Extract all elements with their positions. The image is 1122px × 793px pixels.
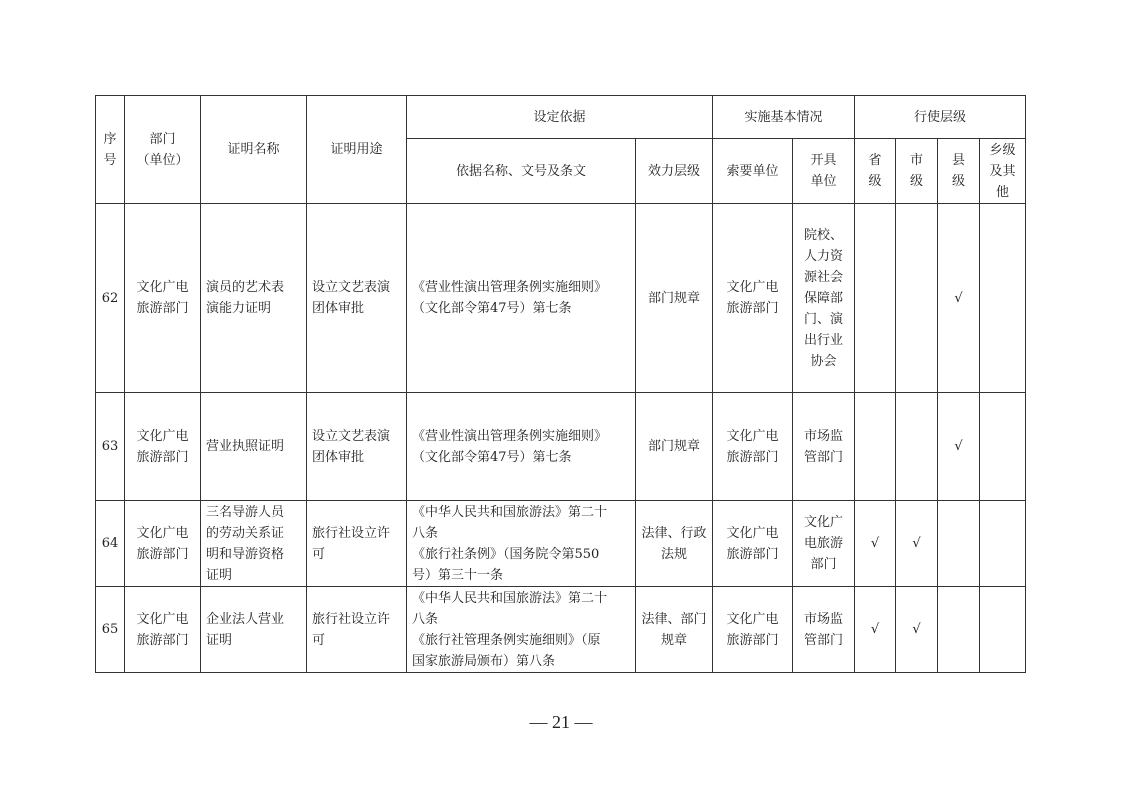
cell-city: √ (896, 501, 938, 587)
cell-dept: 文化广电 旅游部门 (125, 204, 201, 393)
header-cert-use: 证明用途 (307, 96, 407, 204)
cell-requester: 文化广电 旅游部门 (713, 204, 793, 393)
cell-dept: 文化广电 旅游部门 (125, 501, 201, 587)
header-requester: 索要单位 (713, 139, 793, 204)
header-city: 市 级 (896, 139, 938, 204)
header-town: 乡级 及其 他 (980, 139, 1026, 204)
cell-dept: 文化广电 旅游部门 (125, 587, 201, 673)
table-row (96, 587, 1026, 673)
cell-basis-name: 《中华人民共和国旅游法》第二十 八条 《旅行社管理条例实施细则》（原 国家旅游局颁布）第八条 (407, 587, 636, 673)
header-issuer: 开具 单位 (793, 139, 855, 204)
cell-city (896, 393, 938, 501)
cell-town (980, 393, 1026, 501)
cell-cert-name: 三名导游人员 的劳动关系证 明和导游资格 证明 (201, 501, 307, 587)
cell-basis-level: 法律、部门 规章 (636, 587, 713, 673)
cell-county: √ (938, 393, 980, 501)
cell-basis-level: 部门规章 (636, 204, 713, 393)
header-basis-level: 效力层级 (636, 139, 713, 204)
cell-index: 64 (96, 501, 125, 587)
cell-cert-use: 旅行社设立许 可 (307, 587, 407, 673)
header-impl-group: 实施基本情况 (713, 96, 855, 139)
cell-province: √ (855, 587, 896, 673)
cell-index: 63 (96, 393, 125, 501)
header-exercise-group: 行使层级 (855, 96, 1026, 139)
header-basis-name: 依据名称、文号及条文 (407, 139, 636, 204)
cell-basis-name: 《营业性演出管理条例实施细则》 （文化部令第47号）第七条 (407, 393, 636, 501)
cell-province (855, 204, 896, 393)
cell-issuer: 文化广 电旅游 部门 (793, 501, 855, 587)
header-province: 省 级 (855, 139, 896, 204)
header-cert-name: 证明名称 (201, 96, 307, 204)
cell-county: √ (938, 204, 980, 393)
cell-cert-name: 营业执照证明 (201, 393, 307, 501)
cell-cert-use: 设立文艺表演 团体审批 (307, 393, 407, 501)
cell-dept: 文化广电 旅游部门 (125, 393, 201, 501)
cell-basis-name: 《中华人民共和国旅游法》第二十 八条 《旅行社条例》（国务院令第550 号）第三十一条 (407, 501, 636, 587)
cell-basis-level: 法律、行政 法规 (636, 501, 713, 587)
cell-issuer: 市场监 管部门 (793, 393, 855, 501)
cell-cert-name: 企业法人营业 证明 (201, 587, 307, 673)
table-row (96, 501, 1026, 587)
cell-cert-use: 设立文艺表演 团体审批 (307, 204, 407, 393)
cell-requester: 文化广电 旅游部门 (713, 587, 793, 673)
table-row (96, 393, 1026, 501)
table-row (96, 204, 1026, 393)
cell-city: √ (896, 587, 938, 673)
header-row-1 (96, 96, 1026, 139)
header-county: 县 级 (938, 139, 980, 204)
cell-province (855, 393, 896, 501)
cell-county (938, 587, 980, 673)
cell-issuer: 院校、 人力资 源社会 保障部 门、演 出行业 协会 (793, 204, 855, 393)
header-basis-group: 设定依据 (407, 96, 713, 139)
certificate-table (95, 95, 1026, 673)
cell-cert-name: 演员的艺术表 演能力证明 (201, 204, 307, 393)
cell-town (980, 501, 1026, 587)
cell-cert-use: 旅行社设立许 可 (307, 501, 407, 587)
cell-index: 65 (96, 587, 125, 673)
cell-issuer: 市场监 管部门 (793, 587, 855, 673)
cell-basis-name: 《营业性演出管理条例实施细则》 （文化部令第47号）第七条 (407, 204, 636, 393)
header-dept: 部门 （单位） (125, 96, 201, 204)
cell-county (938, 501, 980, 587)
cell-town (980, 587, 1026, 673)
cell-city (896, 204, 938, 393)
cell-requester: 文化广电 旅游部门 (713, 393, 793, 501)
header-index: 序 号 (96, 96, 125, 204)
cell-town (980, 204, 1026, 393)
cell-index: 62 (96, 204, 125, 393)
cell-province: √ (855, 501, 896, 587)
cell-basis-level: 部门规章 (636, 393, 713, 501)
page-number: — 21 — (529, 712, 593, 732)
cell-requester: 文化广电 旅游部门 (713, 501, 793, 587)
